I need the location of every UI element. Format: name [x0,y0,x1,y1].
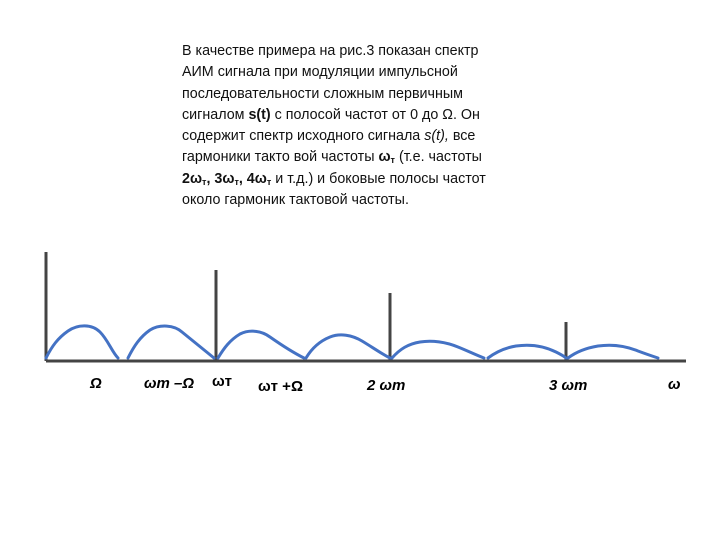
label-2wt: 2 ωт [367,377,406,394]
lobe-lower-2 [306,335,390,358]
lobe-upper-3 [568,345,658,358]
signal-name: s(t) [248,106,271,123]
label-3wt: 3 ωт [549,377,588,394]
label-wt-plus-omega: ωт +Ω [258,378,303,395]
harmonic-4: , $4\omega_т$ [238,170,272,187]
text-line-1: В качестве примера на рис.3 показан спектр [182,43,479,59]
signal-name-italic: s(t), [424,128,449,145]
lobe-upper-2 [392,341,484,358]
lobe-lower-1 [128,326,214,358]
label-omega: ω [668,376,681,393]
text-line-2: АИМ сигнала при модуляции импульсной [182,64,458,81]
text-line-4-a: сигналом [182,106,249,123]
label-wt: ωт [212,373,233,390]
text-line-7-d: и т.д.) и боковые полосы частот [271,170,486,187]
lobe-lower-3 [488,345,566,358]
harmonic-2: $2\omega_т$ [182,170,207,187]
text-line-5-c: все [448,128,476,145]
text-line-6-a: гармоники такто вой частоты [182,149,379,166]
omega-t-symbol: $\omega_т$ [378,149,395,166]
text-line-8: около гармоник тактовой частоты. [182,192,409,209]
text-line-4-c: с полосой частот от 0 до Ω. Он [270,106,480,123]
lobe-baseband [46,326,118,358]
text-line-3: последовательности сложным первичным [182,85,463,102]
lobe-upper-1 [218,331,304,358]
harmonic-3: , $3\omega_т$ [206,170,239,187]
text-line-5-a: содержит спектр исходного сигнала [182,128,425,145]
label-wt-minus-omega: ωт –Ω [144,375,195,392]
text-line-6-c: (т.е. частоты [394,149,482,166]
label-omega-cap: Ω [90,375,102,392]
